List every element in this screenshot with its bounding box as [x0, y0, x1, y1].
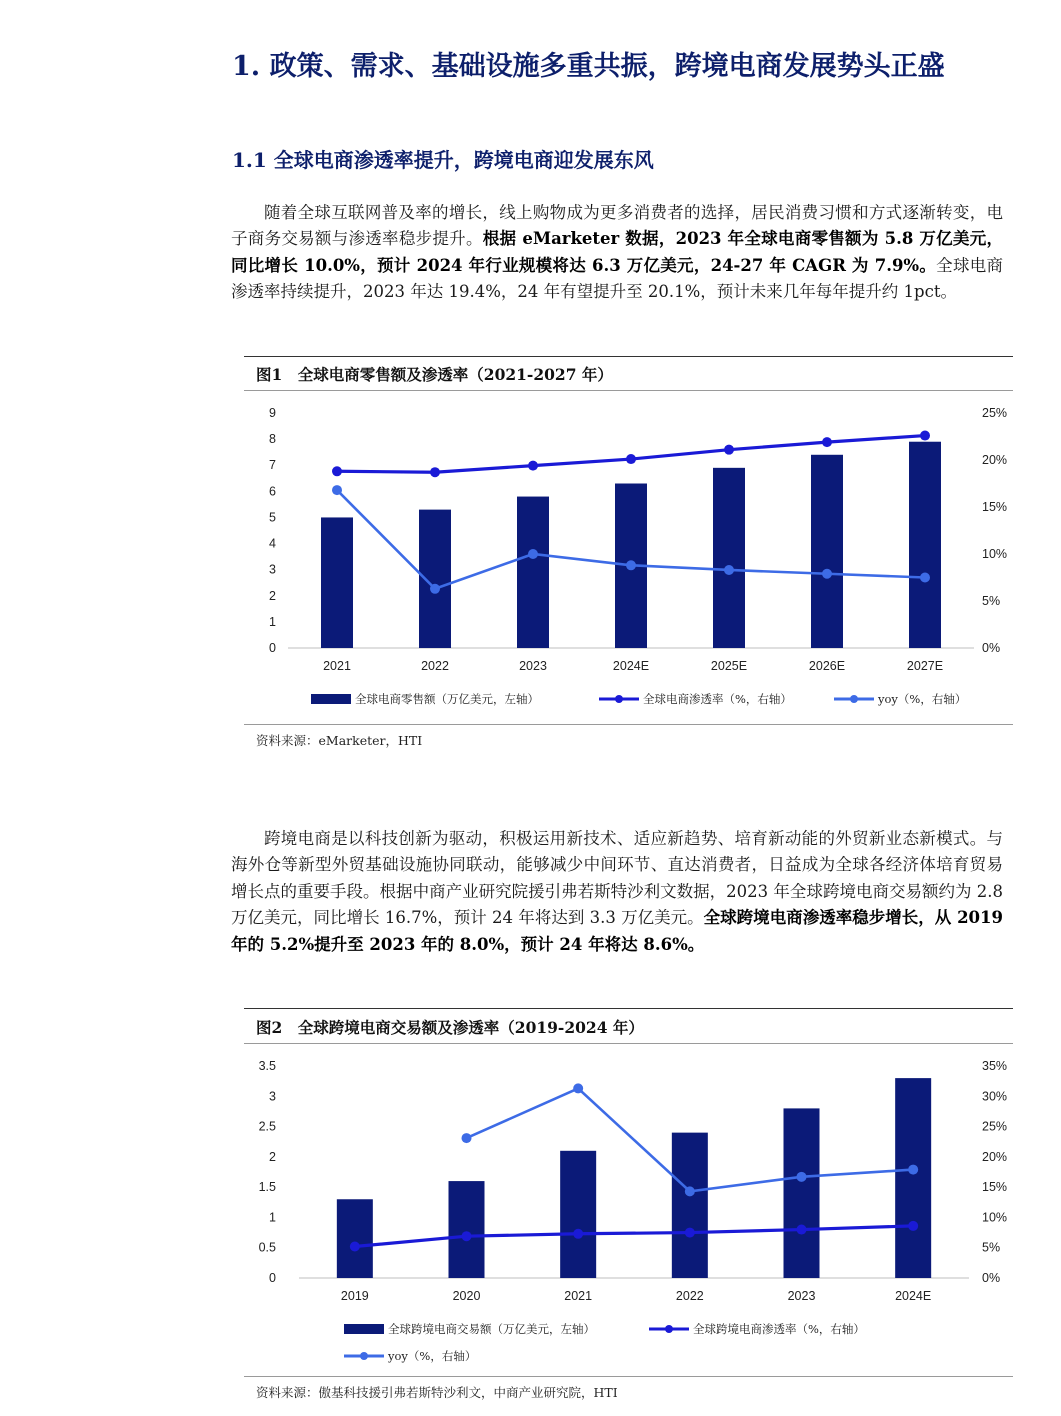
- series-2-point: [528, 549, 538, 559]
- figure-1-chart: [244, 396, 1013, 718]
- y-right-tick-label: 15%: [982, 1180, 1008, 1195]
- y-left-tick-label: 5: [269, 510, 276, 525]
- bar-2025E: [713, 468, 745, 648]
- y-right-tick-label: 0%: [982, 641, 1001, 655]
- y-left-tick-label: 0.5: [258, 1240, 276, 1255]
- subsection-heading: 1.1 全球电商渗透率提升，跨境电商迎发展东风: [232, 148, 654, 172]
- series-2-point: [822, 569, 832, 579]
- y-left-tick-label: 7: [269, 458, 276, 473]
- figure-2-top-rule: [244, 1008, 1013, 1009]
- figure-2-bottom-rule: [244, 1376, 1013, 1377]
- x-tick-label: 2019: [340, 1289, 369, 1303]
- x-tick-label: 2024E: [612, 659, 650, 673]
- legend-label: 全球电商零售额（万亿美元，左轴）: [355, 692, 539, 706]
- x-tick-label: 2022: [421, 659, 449, 673]
- figure-2-title: 图2 全球跨境电商交易额及渗透率（2019-2024 年）: [256, 1018, 644, 1037]
- paragraph-1-bold: 根据 eMarketer 数据，2023 年全球电商零售额为 5.8 万亿美元，同比增长 10.0%，预计 2024 年行业规模将达 6.3 万亿美元，24-27 年 CAGR 为 7.9%。: [231, 229, 1003, 275]
- series-1-point: [822, 437, 832, 447]
- series-1-point: [462, 1231, 472, 1241]
- y-left-tick-label: 4: [269, 536, 276, 551]
- y-left-tick-label: 1: [269, 614, 276, 629]
- y-right-tick-label: 20%: [982, 1149, 1008, 1164]
- bar-2024E: [895, 1078, 931, 1278]
- x-tick-label: 2022: [675, 1289, 704, 1303]
- legend-label: 全球跨境电商渗透率（%，右轴）: [693, 1322, 865, 1336]
- figure-1-title: 图1 全球电商零售额及渗透率（2021-2027 年）: [256, 365, 613, 384]
- series-2-point: [920, 573, 930, 583]
- series-2-point: [430, 584, 440, 594]
- bar-2022: [672, 1133, 708, 1278]
- x-tick-label: 2027E: [906, 659, 944, 673]
- figure-1-bottom-rule: [244, 724, 1013, 725]
- y-left-tick-label: 3: [269, 562, 276, 577]
- y-right-tick-label: 25%: [982, 1119, 1008, 1134]
- bar-2021: [321, 517, 353, 648]
- y-right-tick-label: 0%: [982, 1271, 1001, 1285]
- series-1-point: [920, 431, 930, 441]
- y-left-tick-label: 6: [269, 484, 276, 499]
- paragraph-1-text-a: 随着全球互联网普及率的增长，线上购物成为更多消费者的选择，居民消费习惯和方式逐渐转变，电子商务交易额与渗透率稳步提升。: [231, 203, 1003, 249]
- legend-swatch-marker: [850, 695, 858, 703]
- legend-swatch-marker: [360, 1352, 368, 1360]
- y-left-tick-label: 0: [269, 1271, 276, 1285]
- series-2-point: [573, 1083, 583, 1093]
- bar-2027E: [909, 442, 941, 648]
- series-1-point: [573, 1229, 583, 1239]
- x-tick-label: 2025E: [710, 659, 748, 673]
- section-heading: 1. 政策、需求、基础设施多重共振，跨境电商发展势头正盛: [232, 51, 945, 82]
- bar-2023: [784, 1108, 820, 1278]
- series-2-point: [908, 1165, 918, 1175]
- y-left-tick-label: 9: [269, 406, 276, 420]
- x-tick-label: 2021: [323, 659, 351, 673]
- y-right-tick-label: 15%: [982, 500, 1008, 514]
- legend-swatch-marker: [665, 1325, 673, 1333]
- y-right-tick-label: 10%: [982, 547, 1008, 561]
- series-2-point: [724, 565, 734, 575]
- paragraph-1-text-b: 全球电商渗透率持续提升，2023 年达 19.4%，24 年有望提升至 20.1%，预计未来几年每年提升约 1pct。: [231, 255, 1003, 302]
- y-left-tick-label: 2: [269, 1149, 276, 1164]
- y-right-tick-label: 5%: [982, 594, 1001, 608]
- bar-2021: [560, 1151, 596, 1278]
- figure-2-chart: [244, 1049, 1013, 1371]
- paragraph-2-bold: 全球跨境电商渗透率稳步增长，从 2019 年的 5.2%提升至 2023 年的 8.0%，预计 24 年将达 8.6%。: [231, 908, 1003, 954]
- y-right-tick-label: 20%: [982, 453, 1008, 467]
- paragraph-1: [231, 200, 1003, 306]
- figure-2-title-rule: [244, 1043, 1013, 1044]
- y-left-tick-label: 8: [269, 432, 276, 447]
- figure-2-source: 资料来源：傲基科技援引弗若斯特沙利文，中商产业研究院，HTI: [256, 1385, 618, 1400]
- series-1-point: [350, 1242, 360, 1252]
- series-1-point: [528, 461, 538, 471]
- series-2-point: [626, 560, 636, 570]
- legend-label: 全球电商渗透率（%，右轴）: [643, 692, 792, 706]
- y-right-tick-label: 25%: [982, 406, 1008, 420]
- y-right-tick-label: 5%: [982, 1240, 1001, 1255]
- y-left-tick-label: 3: [269, 1089, 276, 1104]
- legend-swatch-bar: [311, 694, 351, 704]
- x-tick-label: 2026E: [808, 659, 846, 673]
- x-tick-label: 2023: [787, 1289, 816, 1303]
- bar-2026E: [811, 455, 843, 648]
- paragraph-2-text: 跨境电商是以科技创新为驱动，积极运用新技术、适应新趋势、培育新动能的外贸新业态新模式。与海外仓等新型外贸基础设施协同联动，能够减少中间环节、直达消费者，日益成为全球各经济体培育贸易增长点的重要手段。根据中商产业研究院援引弗若斯特沙利文数据，2023 年全球跨境电商交易额约为 2.8 万亿美元，同比增长 16.7%，预计 24 年将达到 3.3 万亿美元。: [231, 829, 1003, 928]
- x-tick-label: 2021: [564, 1289, 593, 1303]
- series-1-point: [626, 454, 636, 464]
- x-tick-label: 2023: [519, 659, 547, 673]
- series-2-point: [462, 1133, 472, 1143]
- y-left-tick-label: 0: [269, 641, 276, 655]
- bar-2020: [449, 1181, 485, 1278]
- legend-label: yoy（%，右轴）: [388, 1349, 477, 1363]
- bar-2019: [337, 1199, 373, 1278]
- series-1-point: [332, 466, 342, 476]
- legend-label: yoy（%，右轴）: [878, 692, 967, 706]
- y-left-tick-label: 1.5: [258, 1180, 276, 1195]
- y-left-tick-label: 1: [269, 1210, 276, 1225]
- legend-swatch-bar: [344, 1324, 384, 1334]
- figure-1-source: 资料来源：eMarketer，HTI: [256, 733, 423, 748]
- series-1-point: [685, 1228, 695, 1238]
- y-right-tick-label: 30%: [982, 1089, 1008, 1104]
- bar-2023: [517, 497, 549, 648]
- legend-swatch-marker: [615, 695, 623, 703]
- x-tick-label: 2020: [452, 1289, 481, 1303]
- series-2-point: [332, 485, 342, 495]
- figure-1-title-rule: [244, 390, 1013, 391]
- x-tick-label: 2024E: [895, 1289, 932, 1303]
- series-2-point: [797, 1172, 807, 1182]
- series-1-point: [797, 1225, 807, 1235]
- legend-label: 全球跨境电商交易额（万亿美元，左轴）: [388, 1322, 595, 1336]
- y-left-tick-label: 2.5: [258, 1119, 276, 1134]
- y-left-tick-label: 2: [269, 588, 276, 603]
- paragraph-2: [231, 826, 1003, 958]
- figure-1-top-rule: [244, 356, 1013, 357]
- series-1-point: [430, 467, 440, 477]
- series-1-point: [724, 445, 734, 455]
- y-right-tick-label: 10%: [982, 1210, 1008, 1225]
- y-left-tick-label: 3.5: [258, 1059, 276, 1073]
- series-2-point: [685, 1186, 695, 1196]
- series-line-1: [355, 1226, 913, 1247]
- series-1-point: [908, 1221, 918, 1231]
- y-right-tick-label: 35%: [982, 1059, 1008, 1073]
